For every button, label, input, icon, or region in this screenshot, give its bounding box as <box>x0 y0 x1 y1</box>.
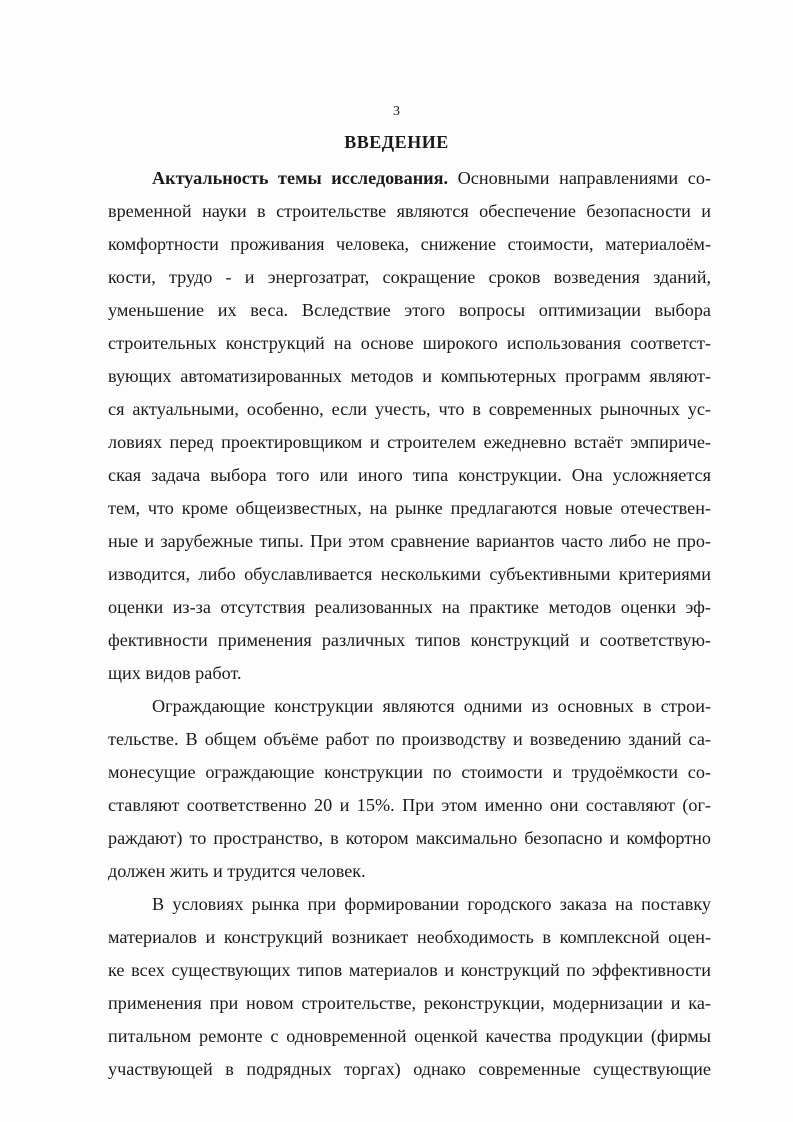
text-line: В условиях рынка при формировании городского заказа на поставку <box>152 894 711 914</box>
text-line: тем, что кроме общеизвестных, на рынке предлагаются новые отечествен- <box>108 498 711 518</box>
text-line: уменьшение их веса. Вследствие этого вопросы оптимизации выбора <box>108 300 711 320</box>
text-line: кости, трудо - и энергозатрат, сокращение сроков возведения зданий, <box>108 267 711 287</box>
text-line: монесущие ограждающие конструкции по стоимости и трудоёмкости со- <box>108 762 711 782</box>
text-line: Ограждающие конструкции являются одними из основных в строи- <box>152 696 711 716</box>
text-line: материалов и конструкций возникает необходимость в комплексной оцен- <box>108 927 711 947</box>
text-line: щих видов работ. <box>108 663 242 683</box>
text-line: комфортности проживания человека, снижение стоимости, материалоём- <box>108 234 711 254</box>
text-line: ке всех существующих типов материалов и конструкций по эффективности <box>108 960 711 980</box>
text-line: ская задача выбора того или иного типа конструкции. Она усложняется <box>108 465 711 485</box>
text-line: применения при новом строительстве, реконструкции, модернизации и ка- <box>108 993 711 1013</box>
text-line: ставляют соответственно 20 и 15%. При этом именно они составляют (ог- <box>108 795 711 815</box>
text-line: питальном ремонте с одновременной оценкой качества продукции (фирмы <box>108 1026 711 1046</box>
text-line: должен жить и трудится человек. <box>108 861 366 881</box>
text-line: участвующей в подрядных торгах) однако современные существующие <box>108 1059 711 1079</box>
text-line: вующих автоматизированных методов и компьютерных программ являют- <box>108 366 711 386</box>
text-line: раждают) то пространство, в котором максимально безопасно и комфортно <box>108 828 711 848</box>
paragraph-lead: Актуальность темы исследования. <box>152 168 449 188</box>
text-line: ловиях перед проектировщиком и строителем ежедневно встаёт эмпириче- <box>108 432 711 452</box>
text-line: фективности применения различных типов конструкций и соответствую- <box>108 630 711 650</box>
text-line: оценки из-за отсутствия реализованных на практике методов оценки эф- <box>108 597 711 617</box>
text-line: ся актуальными, особенно, если учесть, что в современных рыночных ус- <box>108 399 711 419</box>
text-line: строительных конструкций на основе широкого использования соответст- <box>108 333 711 353</box>
text-line: Актуальность темы исследования. Основными направлениями со- <box>152 168 711 188</box>
text-line: временной науки в строительстве являются обеспечение безопасности и <box>108 201 711 221</box>
text-line: изводится, либо обуславливается несколькими субъективными критериями <box>108 564 711 584</box>
page-number: 3 <box>393 104 400 119</box>
text-line: тельстве. В общем объёме работ по производству и возведению зданий са- <box>108 729 711 749</box>
section-title: ВВЕДЕНИЕ <box>344 132 449 152</box>
text-line: ные и зарубежные типы. При этом сравнение вариантов часто либо не про- <box>108 531 711 551</box>
